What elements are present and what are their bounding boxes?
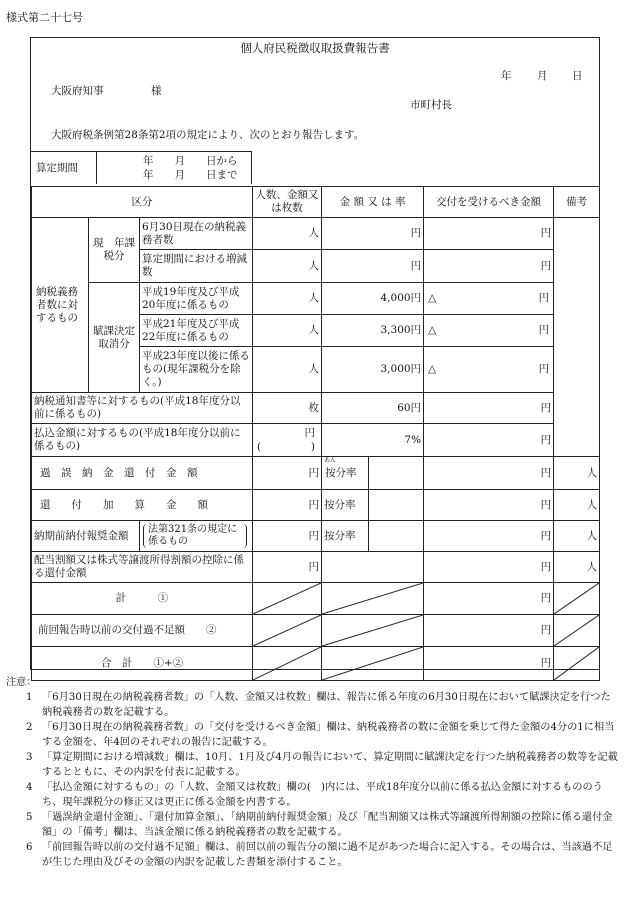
rate-ruby: あん (324, 457, 337, 464)
period-from: 年 月 日から (143, 155, 238, 167)
additional-amount[interactable]: 円 (253, 490, 322, 521)
previous-count-diag (253, 615, 322, 647)
row-total1: 計 ① (32, 583, 253, 615)
note-item (6, 690, 620, 720)
payment-count[interactable] (253, 424, 322, 457)
row-increase: 算定期間における増減数 (140, 250, 253, 283)
report-table (31, 186, 600, 681)
yen-unit: 円 (304, 427, 316, 439)
refund-remarks[interactable]: 人 (554, 457, 600, 490)
notice-due[interactable]: 円 (424, 393, 554, 424)
early-amount[interactable]: 円 (253, 521, 322, 552)
table-row (32, 552, 600, 583)
row-dividend: 配当割額又は株式等譲渡所得割額の控除に係る還付金額 (32, 552, 253, 583)
early-due[interactable]: 円 (424, 521, 554, 552)
refund-rate-label (322, 457, 369, 490)
grand-total-due[interactable]: 円 (424, 647, 554, 681)
total1-due[interactable]: 円 (424, 583, 554, 615)
payment-due[interactable]: 円 (424, 424, 554, 457)
col-amount: 金 額 又 は 率 (322, 187, 424, 218)
note-number: 3 (26, 752, 33, 763)
note-item (6, 780, 620, 810)
june30-amount[interactable]: 円 (322, 218, 424, 250)
row-early: 納期前納付報奨金額 (32, 521, 140, 552)
row-additional: 還 付 加 算 金 額 (32, 490, 253, 521)
note-item (6, 720, 620, 750)
triangle-mark: △ (428, 292, 437, 304)
period-label: 算定期間 (36, 162, 78, 174)
note-text: 「前回報告時以前の交付過不足額」欄は、前回以前の報告分の額に過不足があつた場合に記入する。その場合は、当該過不足が生じた理由及びその金額の内訳を記載した書類を添付すること。 (42, 842, 613, 868)
note-text: 「6月30日現在の納税義務者数」の「交付を受けるべき金額」欄は、納税義務者の数に金額を乗じて得た金額の4分の1に相当する金額を、年4回のそれぞれの報告に記載する。 (42, 722, 615, 748)
row-refund: 過 誤 納 金 還 付 金 額 (32, 457, 253, 490)
payment-rate: 7% (322, 424, 424, 457)
yen-unit: 円 (538, 324, 550, 336)
table-row (32, 615, 600, 647)
remarks-upper[interactable] (554, 218, 600, 457)
early-remarks[interactable]: 人 (554, 521, 600, 552)
total1-remarks-diag (554, 583, 600, 615)
triangle-mark: △ (428, 363, 437, 375)
h19-20-amount: 4,000円 (322, 283, 424, 315)
yen-unit: 円 (538, 292, 550, 304)
additional-rate-label: 按分率 (322, 490, 369, 521)
group-taxpayers: 納税義務者数に対するもの (32, 218, 89, 393)
table-row (32, 393, 600, 424)
note-text: 「払込金額に対するもの」の「人数、金額又は枚数」欄の( )内には、平成18年度分以前に係る払込金額に対するもののうち、現年課税分の修正又は更正に係る金額を内書する。 (42, 782, 603, 808)
row-june30: 6月30日現在の納税義務者数 (140, 218, 253, 250)
note-number: 5 (26, 812, 33, 823)
group-assessment: 賦課決定取消分 (89, 283, 140, 393)
note-text: 「過誤納金還付金額」、「還付加算金額」、「納期前納付報奨金額」及び「配当割額又は株式等譲渡所得割額の控除に係る還付金額」の「備考」欄は、当該金額に係る納税義務者の数を記載する。 (42, 812, 613, 838)
previous-amount-diag (322, 615, 424, 647)
june30-due[interactable]: 円 (424, 218, 554, 250)
statement: 大阪府税条例第28条第2項の規定により、次のとおり報告します。 (51, 129, 365, 141)
table-row (32, 218, 600, 250)
row-payment: 払込金額に対するもの(平成18年度分以前に係るもの) (32, 424, 253, 457)
h21-22-amount: 3,300円 (322, 315, 424, 347)
form-title: 個人府民税徴収取扱費報告書 (240, 41, 390, 55)
note-item (6, 840, 620, 870)
table-row (32, 521, 600, 552)
table-row (32, 457, 600, 490)
form-number: 様式第二十七号 (6, 11, 83, 24)
total1-amount-diag (322, 583, 424, 615)
col-count: 人数、金額又は枚数 (253, 187, 322, 218)
honorific: 様 (151, 85, 162, 97)
h23-amount: 3,000円 (322, 347, 424, 393)
additional-due[interactable]: 円 (424, 490, 554, 521)
increase-amount[interactable]: 円 (322, 250, 424, 283)
note-number: 2 (26, 722, 33, 733)
notes-section (6, 675, 620, 870)
note-item (6, 810, 620, 840)
table-row (32, 583, 600, 615)
h23-count[interactable]: 人 (253, 347, 322, 393)
row-h21-22: 平成21年度及び平成22年度に係るもの (140, 315, 253, 347)
refund-rate[interactable] (369, 457, 424, 490)
paren-open: ( (257, 441, 262, 453)
period-value-cell[interactable] (97, 151, 252, 184)
notice-count[interactable]: 枚 (253, 393, 322, 424)
notice-amount: 60円 (322, 393, 424, 424)
row-previous: 前回報告時以前の交付過不足額 ② (32, 615, 253, 647)
report-form (30, 37, 600, 670)
addressee: 大阪府知事 (51, 85, 104, 97)
row-h19-20: 平成19年度及び平成20年度に係るもの (140, 283, 253, 315)
notes-title: 注意： (6, 677, 37, 688)
sender: 市町村長 (410, 99, 452, 111)
refund-amount[interactable]: 円 (253, 457, 322, 490)
table-header-row (32, 187, 600, 218)
h19-20-due[interactable] (424, 283, 554, 315)
previous-due[interactable]: 円 (424, 615, 554, 647)
table-row (32, 490, 600, 521)
col-due: 交付を受けるべき金額 (424, 187, 554, 218)
early-rate[interactable] (369, 521, 424, 552)
period-to: 年 月 日まで (143, 169, 238, 181)
note-text: 「算定期間における増減数」欄は、10月、1月及び4月の報告において、算定期間に賦課決定を行つた納税義務者の数等を記載するとともに、その内訳を付表に記載する。 (42, 752, 618, 778)
date-month: 月 (537, 70, 548, 82)
row-notice: 納税通知書等に対するもの(平成18年度分以前に係るもの) (32, 393, 253, 424)
yen-unit: 円 (538, 363, 550, 375)
note-text: 「6月30日現在の納税義務者数」の「人数、金額又は枚数」欄は、報告に係る年度の6月30日現在において賦課決定を行つた納税義務者の数を記載する。 (42, 692, 611, 718)
row-early-sub-cell (140, 521, 253, 552)
table-row (32, 424, 600, 457)
col-category: 区分 (32, 187, 253, 218)
dividend-due[interactable]: 円 (424, 552, 554, 583)
note-number: 4 (26, 782, 33, 793)
date-day: 日 (572, 70, 583, 82)
dividend-blank (322, 552, 424, 583)
h23-due[interactable] (424, 347, 554, 393)
previous-remarks-diag (554, 615, 600, 647)
additional-remarks[interactable]: 人 (554, 490, 600, 521)
increase-count[interactable]: 人 (253, 250, 322, 283)
refund-due[interactable]: 円 (424, 457, 554, 490)
note-item (6, 750, 620, 780)
early-rate-label: 按分率 (322, 521, 369, 552)
row-h23: 平成23年度以後に係るもの(現年課税分を除く。) (140, 347, 253, 393)
dividend-remarks[interactable]: 人 (554, 552, 600, 583)
col-remarks: 備考 (554, 187, 600, 218)
note-number: 1 (26, 692, 33, 703)
h21-22-due[interactable] (424, 315, 554, 347)
increase-due[interactable]: 円 (424, 250, 554, 283)
table-row (32, 283, 600, 315)
h19-20-count[interactable]: 人 (253, 283, 322, 315)
note-number: 6 (26, 842, 33, 853)
group-current: 現 年課税分 (89, 218, 140, 283)
rate-label: 按分率 (325, 467, 357, 479)
date-year: 年 (501, 70, 512, 82)
row-early-sub: 法第321条の規定に係るもの (143, 524, 247, 548)
row-grand-total: 合 計 ①+② (32, 647, 253, 681)
dividend-amount[interactable]: 円 (253, 552, 322, 583)
additional-rate[interactable] (369, 490, 424, 521)
period-label-cell (31, 151, 97, 184)
total1-count-diag (253, 583, 322, 615)
triangle-mark: △ (428, 324, 437, 336)
june30-count[interactable]: 人 (253, 218, 322, 250)
paren-close: ) (310, 441, 316, 453)
h21-22-count[interactable]: 人 (253, 315, 322, 347)
